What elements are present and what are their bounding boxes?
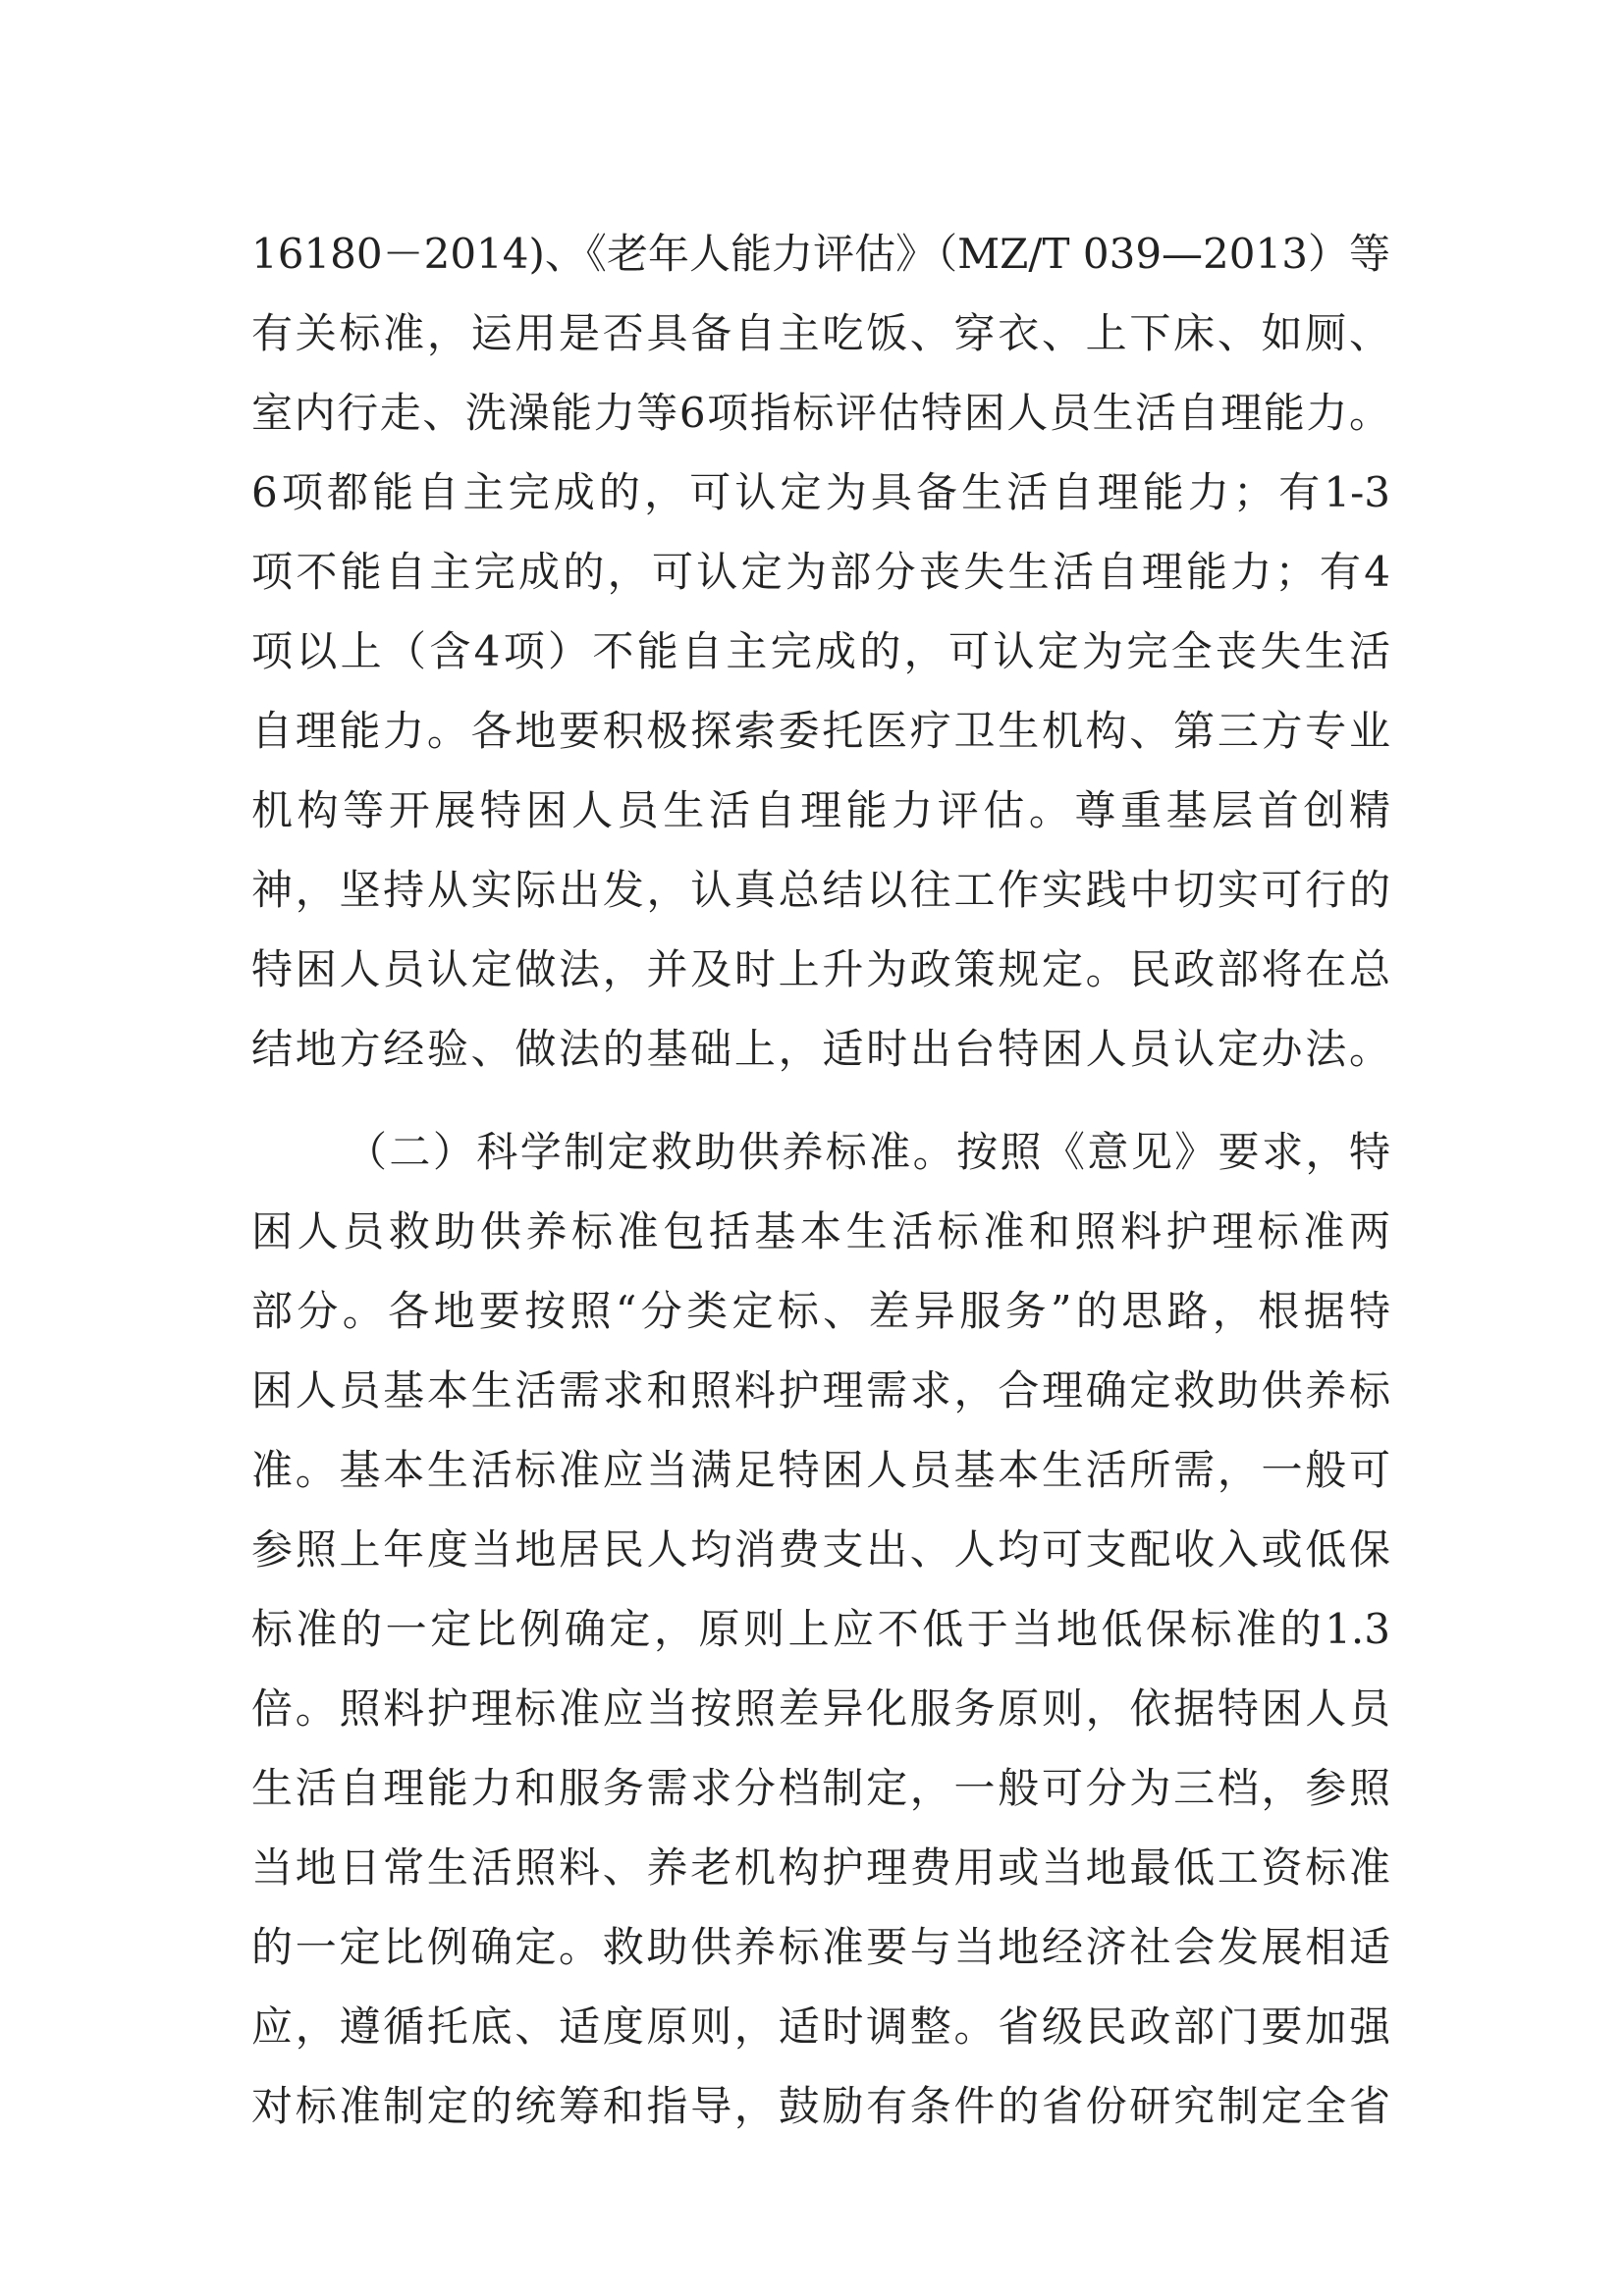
text-line: 项以上（含4项）不能自主完成的，可认定为完全丧失生活 <box>251 627 1390 675</box>
section-heading-line: （二）科学制定救助供养标准。按照《意见》要求，特 <box>346 1128 1390 1176</box>
text-line: 应，遵循托底、适度原则，适时调整。省级民政部门要加强 <box>251 2002 1390 2051</box>
text-line: 室内行走、洗澡能力等6项指标评估特困人员生活自理能力。 <box>251 389 1390 437</box>
text-line: 标准的一定比例确定，原则上应不低于当地低保标准的1.3 <box>251 1605 1390 1653</box>
text-line: 神，坚持从实际出发，认真总结以往工作实践中切实可行的 <box>251 866 1390 914</box>
text-line: 倍。照料护理标准应当按照差异化服务原则，依据特困人员 <box>251 1684 1390 1733</box>
text-line: 项不能自主完成的，可认定为部分丧失生活自理能力；有4 <box>251 548 1390 596</box>
text-line: 有关标准，运用是否具备自主吃饭、穿衣、上下床、如厕、 <box>251 309 1390 357</box>
text-line: 特困人员认定做法，并及时上升为政策规定。民政部将在总 <box>251 945 1390 993</box>
text-line: 6项都能自主完成的，可认定为具备生活自理能力；有1-3 <box>251 468 1390 516</box>
text-line: 参照上年度当地居民人均消费支出、人均可支配收入或低保 <box>251 1525 1390 1574</box>
text-line: 对标准制定的统筹和指导，鼓励有条件的省份研究制定全省 <box>251 2082 1390 2130</box>
text-line: 当地日常生活照料、养老机构护理费用或当地最低工资标准 <box>251 1843 1390 1892</box>
text-line: 自理能力。各地要积极探索委托医疗卫生机构、第三方专业 <box>251 707 1390 755</box>
text-line: 机构等开展特困人员生活自理能力评估。尊重基层首创精 <box>251 786 1390 834</box>
text-line: 困人员基本生活需求和照料护理需求，合理确定救助供养标 <box>251 1366 1390 1415</box>
text-line: 16180－2014)、《老年人能力评估》（MZ/T 039—2013）等 <box>251 230 1390 278</box>
text-line: 生活自理能力和服务需求分档制定，一般可分为三档，参照 <box>251 1764 1390 1812</box>
text-line: 部分。各地要按照“分类定标、差异服务”的思路，根据特 <box>251 1287 1390 1335</box>
text-line: 准。基本生活标准应当满足特困人员基本生活所需，一般可 <box>251 1446 1390 1494</box>
text-line: 结地方经验、做法的基础上，适时出台特困人员认定办法。 <box>251 1025 1390 1073</box>
text-line: 困人员救助供养标准包括基本生活标准和照料护理标准两 <box>251 1207 1390 1255</box>
text-line: 的一定比例确定。救助供养标准要与当地经济社会发展相适 <box>251 1923 1390 1971</box>
